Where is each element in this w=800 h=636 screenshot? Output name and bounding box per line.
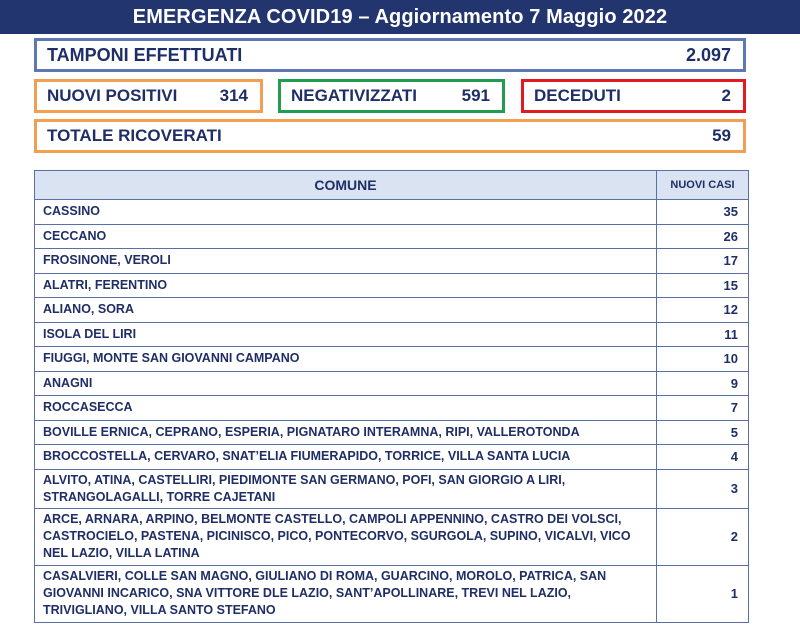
cell-comune: ROCCASECCA bbox=[35, 396, 657, 421]
table-row bbox=[35, 396, 749, 421]
stat-negativizzati-label: NEGATIVIZZATI bbox=[291, 86, 417, 105]
cell-nuovi-casi: 26 bbox=[657, 224, 749, 249]
stat-deceduti-label: DECEDUTI bbox=[534, 86, 621, 105]
table-row bbox=[35, 508, 749, 565]
cell-comune: FROSINONE, VEROLI bbox=[35, 249, 657, 274]
stat-totale-ricoverati-label: TOTALE RICOVERATI bbox=[47, 126, 222, 145]
table-row bbox=[35, 322, 749, 347]
column-header-comune: COMUNE bbox=[35, 171, 657, 200]
stat-totale-ricoverati bbox=[34, 119, 746, 153]
stat-totale-ricoverati-value: 59 bbox=[712, 126, 731, 145]
cell-comune: BROCCOSTELLA, CERVARO, SNAT’ELIA FIUMERAPIDO, TORRICE, VILLA SANTA LUCIA bbox=[35, 445, 657, 470]
cell-comune: ALATRI, FERENTINO bbox=[35, 273, 657, 298]
page-title: EMERGENZA COVID19 – Aggiornamento 7 Maggio 2022 bbox=[0, 0, 800, 34]
table-row bbox=[35, 565, 749, 622]
cell-comune: ALVITO, ATINA, CASTELLIRI, PIEDIMONTE SAN GERMANO, POFI, SAN GIORGIO A LIRI, STRANGOLAGALLI, TORRE CAJETANI bbox=[35, 469, 657, 508]
table-row bbox=[35, 224, 749, 249]
cell-nuovi-casi: 12 bbox=[657, 298, 749, 323]
cell-nuovi-casi: 35 bbox=[657, 200, 749, 225]
column-header-nuovi-casi: NUOVI CASI bbox=[657, 171, 749, 200]
cell-nuovi-casi: 10 bbox=[657, 347, 749, 372]
stat-negativizzati bbox=[278, 79, 505, 113]
stat-nuovi-positivi-value: 314 bbox=[219, 86, 248, 105]
stat-tamponi-label: TAMPONI EFFETTUATI bbox=[47, 44, 243, 65]
cell-nuovi-casi: 17 bbox=[657, 249, 749, 274]
cell-comune: BOVILLE ERNICA, CEPRANO, ESPERIA, PIGNATARO INTERAMNA, RIPI, VALLEROTONDA bbox=[35, 420, 657, 445]
cell-comune: ISOLA DEL LIRI bbox=[35, 322, 657, 347]
cell-comune: FIUGGI, MONTE SAN GIOVANNI CAMPANO bbox=[35, 347, 657, 372]
cell-nuovi-casi: 4 bbox=[657, 445, 749, 470]
cell-nuovi-casi: 15 bbox=[657, 273, 749, 298]
cell-nuovi-casi: 2 bbox=[657, 508, 749, 565]
cell-comune: CASSINO bbox=[35, 200, 657, 225]
table-row bbox=[35, 420, 749, 445]
table-row bbox=[35, 200, 749, 225]
stat-nuovi-positivi-label: NUOVI POSITIVI bbox=[47, 86, 178, 105]
table-row bbox=[35, 469, 749, 508]
cell-nuovi-casi: 1 bbox=[657, 565, 749, 622]
cell-nuovi-casi: 9 bbox=[657, 371, 749, 396]
table-row bbox=[35, 347, 749, 372]
cell-comune: ARCE, ARNARA, ARPINO, BELMONTE CASTELLO, CAMPOLI APPENNINO, CASTRO DEI VOLSCI, CASTROCIELO, PASTENA, PICINISCO, PICO, PONTECORVO, SGURGOLA, SUPINO, VICALVI, VICO NEL LAZIO, VILLA LATINA bbox=[35, 508, 657, 565]
stat-negativizzati-value: 591 bbox=[461, 86, 490, 105]
table-row bbox=[35, 273, 749, 298]
cases-table bbox=[34, 170, 749, 623]
stat-tamponi-value: 2.097 bbox=[685, 44, 731, 65]
stat-deceduti-value: 2 bbox=[721, 86, 731, 105]
table-row bbox=[35, 371, 749, 396]
cell-comune: ALIANO, SORA bbox=[35, 298, 657, 323]
table-row bbox=[35, 298, 749, 323]
table-header-row bbox=[35, 171, 749, 200]
table-row bbox=[35, 249, 749, 274]
cases-table-container bbox=[34, 170, 748, 623]
stat-tamponi bbox=[34, 38, 746, 72]
cell-nuovi-casi: 3 bbox=[657, 469, 749, 508]
stat-deceduti bbox=[521, 79, 746, 113]
cell-comune: ANAGNI bbox=[35, 371, 657, 396]
cell-comune: CASALVIERI, COLLE SAN MAGNO, GIULIANO DI ROMA, GUARCINO, MOROLO, PATRICA, SAN GIOVANNI INCARICO, SNA VITTORE DLE LAZIO, SANT’APOLLINARE, TREVI NEL LAZIO, TRIVIGLIANO, VILLA SANTO STEFANO bbox=[35, 565, 657, 622]
table-row bbox=[35, 445, 749, 470]
stat-nuovi-positivi bbox=[34, 79, 263, 113]
cell-comune: CECCANO bbox=[35, 224, 657, 249]
cell-nuovi-casi: 11 bbox=[657, 322, 749, 347]
cell-nuovi-casi: 5 bbox=[657, 420, 749, 445]
cell-nuovi-casi: 7 bbox=[657, 396, 749, 421]
